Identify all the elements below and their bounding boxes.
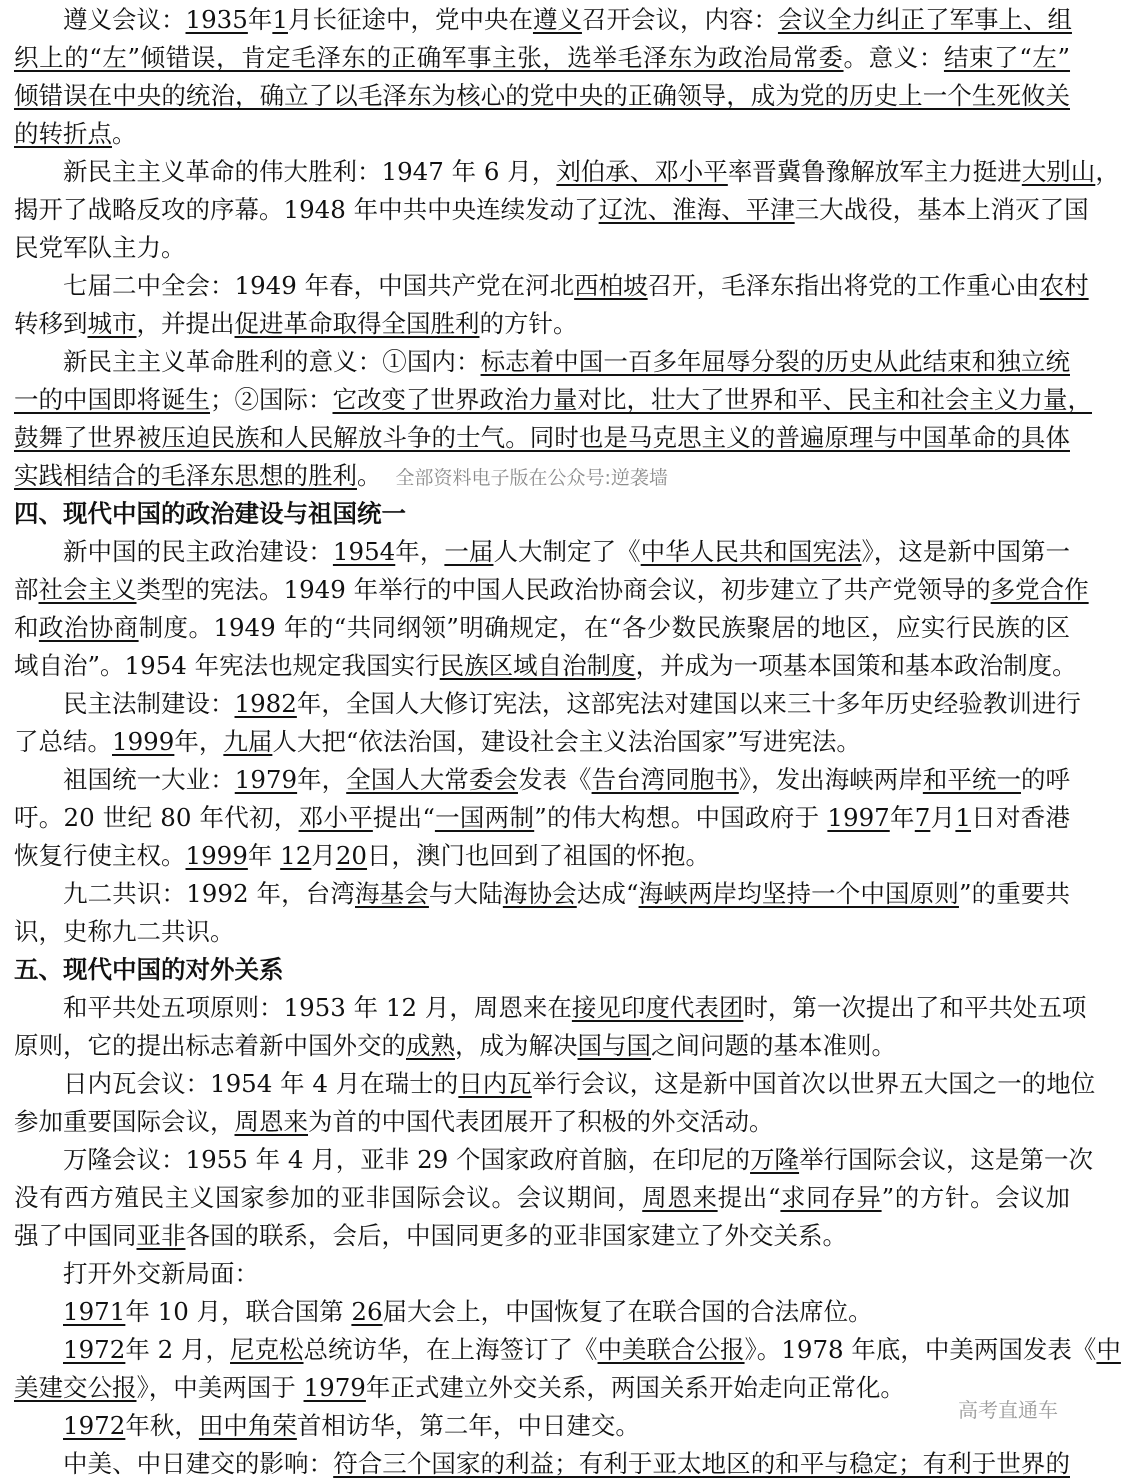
underlined-key-term: 邓小平 bbox=[298, 803, 373, 832]
text-segment: 发表《 bbox=[517, 765, 592, 794]
text-segment: 为首的中国代表团展开了积极的外交活动。 bbox=[308, 1107, 774, 1136]
underlined-key-term: 中美联合公报 bbox=[597, 1335, 745, 1364]
text-segment: 年 2 月， bbox=[125, 1335, 231, 1364]
text-segment: 日内瓦会议：1954 年 4 月在瑞士的 bbox=[63, 1069, 459, 1098]
underlined-key-term: 中华人民共和国宪法 bbox=[640, 537, 862, 566]
underlined-key-term: 和平统一 bbox=[922, 765, 1021, 794]
text-line bbox=[14, 762, 1070, 798]
text-line bbox=[14, 344, 1070, 380]
text-segment: 年， bbox=[395, 537, 445, 566]
text-segment: 年 bbox=[247, 5, 273, 34]
underlined-key-term: 国与国 bbox=[577, 1031, 651, 1060]
underlined-key-term: 周恩来 bbox=[234, 1107, 308, 1136]
underlined-key-term: 符合三个国家的利益；有利于亚太地区的和平与稳定；有利于世界的 bbox=[333, 1449, 1070, 1478]
text-segment: 和平共处五项原则：1953 年 12 月，周恩来在 bbox=[63, 993, 572, 1022]
underlined-key-term: 结束了“左” bbox=[943, 43, 1071, 72]
text-segment: 万隆会议：1955 年 4 月，亚非 29 个国家政府首脑，在印尼的 bbox=[63, 1145, 751, 1174]
text-segment: ”的重要共 bbox=[958, 879, 1071, 908]
underlined-key-term: 大别山 bbox=[1021, 157, 1096, 186]
text-line bbox=[14, 1446, 1070, 1482]
text-segment: 打开外交新局面： bbox=[63, 1259, 259, 1288]
text-segment: 三大战役，基本上消灭了国 bbox=[794, 195, 1089, 224]
text-line bbox=[14, 1066, 1096, 1102]
underlined-key-term: 遵义 bbox=[532, 5, 582, 34]
text-segment: 》，这是新中国第一 bbox=[861, 537, 1071, 566]
text-segment: 域自治”。1954 年宪法也规定我国实行 bbox=[14, 651, 440, 680]
text-segment: ，并提出 bbox=[136, 309, 235, 338]
text-segment: 年 bbox=[247, 841, 281, 870]
text-line bbox=[14, 1142, 1094, 1178]
underlined-key-term: 尼克松 bbox=[230, 1335, 304, 1364]
text-segment: 恢复行使主权。 bbox=[14, 841, 186, 870]
underlined-key-term: 海基会 bbox=[355, 879, 429, 908]
text-segment: 月 bbox=[930, 803, 956, 832]
underlined-key-term: 海协会 bbox=[502, 879, 577, 908]
text-line bbox=[14, 1370, 1070, 1406]
underlined-key-term: 九届 bbox=[223, 727, 273, 756]
text-line bbox=[14, 724, 1070, 760]
text-segment: 召开会议，内容： bbox=[581, 5, 778, 34]
text-segment: ， bbox=[1095, 157, 1120, 186]
text-line bbox=[14, 382, 1092, 418]
underlined-key-term: 1954 bbox=[332, 537, 396, 566]
text-segment: ，并成为一项基本国策和基本政治制度。 bbox=[635, 651, 1077, 680]
text-line bbox=[14, 230, 1070, 266]
text-line bbox=[14, 610, 1070, 646]
underlined-key-term: 刘伯承、邓小平 bbox=[556, 157, 728, 186]
text-segment: 了总结。 bbox=[14, 727, 112, 756]
underlined-key-term: 万隆 bbox=[750, 1145, 800, 1174]
text-line bbox=[14, 876, 1070, 912]
underlined-key-term: 1971 bbox=[63, 1297, 126, 1326]
text-segment: 制度。1949 年的“共同纲领”明确规定，在“各少数民族聚居的地区，应实行民族的区 bbox=[138, 613, 1070, 642]
text-line bbox=[14, 1104, 1070, 1140]
underlined-key-term: 促进革命取得全国胜利 bbox=[234, 309, 480, 338]
text-segment: 日对香港 bbox=[971, 803, 1071, 832]
text-line bbox=[14, 1408, 1070, 1444]
underlined-key-term: 美建交公报 bbox=[14, 1373, 137, 1402]
text-line bbox=[14, 800, 1070, 836]
underlined-key-term: 农村 bbox=[1039, 271, 1089, 300]
text-segment: 强了中国同 bbox=[14, 1221, 137, 1250]
text-segment: 年秋， bbox=[125, 1411, 199, 1440]
underlined-key-term: 1997 bbox=[827, 803, 890, 832]
text-segment: 遵义会议： bbox=[63, 5, 186, 34]
text-segment: 》，中美两国于 bbox=[136, 1373, 304, 1402]
text-line bbox=[14, 458, 1070, 494]
underlined-key-term: 1 bbox=[955, 803, 971, 832]
text-segment: 吁。20 世纪 80 年代初， bbox=[14, 803, 299, 832]
text-line bbox=[14, 306, 1070, 342]
text-segment: 部 bbox=[14, 575, 39, 604]
text-segment: 九二共识：1992 年，台湾 bbox=[63, 879, 355, 908]
text-line bbox=[14, 420, 1070, 456]
text-segment: 人大制定了《 bbox=[493, 537, 641, 566]
underlined-key-term: 1972 bbox=[63, 1335, 126, 1364]
underlined-key-term: 告台湾同胞书 bbox=[591, 765, 739, 794]
underlined-key-term: 接见印度代表团 bbox=[571, 993, 744, 1022]
underlined-key-term: 求同存异 bbox=[780, 1183, 882, 1212]
text-segment: 年，全国人大修订宪法，这部宪法对建国以来三十多年历史经验教训进行 bbox=[296, 689, 1081, 718]
underlined-key-term: 1982 bbox=[234, 689, 297, 718]
underlined-key-term: 1935 bbox=[185, 5, 248, 34]
text-segment: 原则，它的提出标志着新中国外交的 bbox=[14, 1031, 406, 1060]
underlined-key-term: 织上的“左”倾错误，肯定毛泽东的正确军事主张，选举毛泽东为政治局常委 bbox=[14, 43, 844, 72]
text-segment: 新民主主义革命的伟大胜利：1947 年 6 月， bbox=[63, 157, 557, 186]
text-segment: 识，史称九二共识。 bbox=[14, 917, 235, 946]
underlined-key-term: 日内瓦 bbox=[458, 1069, 532, 1098]
text-segment: 》。1978 年底，中美两国发表《 bbox=[744, 1335, 1097, 1364]
underlined-key-term: 倾错误在中央的统治，确立了以毛泽东为核心的党中央的正确领导，成为党的历史上一个生死攸关 bbox=[14, 81, 1070, 110]
text-segment: 民党军队主力。 bbox=[14, 233, 186, 262]
underlined-key-term: 西柏坡 bbox=[574, 271, 648, 300]
text-segment: 率晋冀鲁豫解放军主力挺进 bbox=[727, 157, 1022, 186]
text-line bbox=[14, 838, 1070, 874]
text-line bbox=[14, 1332, 1121, 1368]
text-segment: 七届二中全会：1949 年春，中国共产党在河北 bbox=[63, 271, 575, 300]
text-segment: 之间问题的基本准则。 bbox=[651, 1031, 896, 1060]
text-segment: 年 10 月，联合国第 bbox=[125, 1297, 352, 1326]
underlined-key-term: 社会主义 bbox=[38, 575, 137, 604]
text-segment: 和 bbox=[14, 613, 39, 642]
underlined-key-term: 城市 bbox=[87, 309, 137, 338]
underlined-key-term: 亚非 bbox=[136, 1221, 186, 1250]
underlined-key-term: 田中角荣 bbox=[198, 1411, 297, 1440]
text-segment: 的方针。 bbox=[479, 309, 578, 338]
text-segment: 达成“ bbox=[576, 879, 639, 908]
underlined-key-term: 海峡两岸均坚持一个中国原则 bbox=[638, 879, 959, 908]
section-heading: 五、现代中国的对外关系 bbox=[14, 955, 284, 984]
text-line bbox=[14, 1180, 1070, 1216]
text-segment: 召开，毛泽东指出将党的工作重心由 bbox=[647, 271, 1040, 300]
text-line bbox=[14, 686, 1081, 722]
text-line bbox=[14, 1218, 1070, 1254]
underlined-key-term: 一国两制 bbox=[434, 803, 535, 832]
text-segment: 举行会议，这是新中国首次以世界五大国之一的地位 bbox=[531, 1069, 1096, 1098]
text-segment: 年， bbox=[297, 765, 347, 794]
text-line bbox=[14, 192, 1089, 228]
underlined-key-term: 的转折点 bbox=[14, 119, 112, 148]
underlined-key-term: 26 bbox=[351, 1297, 383, 1326]
underlined-key-term: 民族区域自治制度 bbox=[439, 651, 636, 680]
text-segment: 。 bbox=[112, 119, 137, 148]
text-line bbox=[14, 268, 1089, 304]
text-segment: 年正式建立外交关系，两国关系开始走向正常化。 bbox=[365, 1373, 905, 1402]
text-line bbox=[14, 116, 1070, 152]
underlined-key-term: 一的中国即将诞生 bbox=[14, 385, 210, 414]
text-segment: 民主法制建设： bbox=[63, 689, 235, 718]
text-segment: 转移到 bbox=[14, 309, 88, 338]
underlined-key-term: 20 bbox=[335, 841, 368, 870]
underlined-key-term: 它改变了世界政治力量对比，壮大了世界和平、民主和社会主义力量， bbox=[332, 385, 1092, 414]
underlined-key-term: 1972 bbox=[63, 1411, 126, 1440]
underlined-key-term: 辽沈、淮海、平津 bbox=[598, 195, 795, 224]
section-heading: 四、现代中国的政治建设与祖国统一 bbox=[14, 499, 406, 528]
text-segment: 日，澳门也回到了祖国的怀抱。 bbox=[367, 841, 711, 870]
underlined-key-term: 1979 bbox=[303, 1373, 366, 1402]
text-segment: 年， bbox=[174, 727, 224, 756]
underlined-key-term: 全国人大常委会 bbox=[346, 765, 518, 794]
text-segment: 类型的宪法。1949 年举行的中国人民政治协商会议，初步建立了共产党领导的 bbox=[136, 575, 991, 604]
text-line bbox=[14, 534, 1070, 570]
text-segment: 届大会上，中国恢复了在联合国的合法席位。 bbox=[382, 1297, 873, 1326]
text-segment: 举行国际会议，这是第一次 bbox=[799, 1145, 1094, 1174]
underlined-key-term: 1999 bbox=[185, 841, 248, 870]
underlined-key-term: 成熟 bbox=[406, 1031, 455, 1060]
text-line bbox=[14, 572, 1089, 608]
text-line bbox=[14, 2, 1070, 38]
watermark-text: 全部资料电子版在公众号:逆袭墙 bbox=[395, 467, 668, 489]
text-segment: 祖国统一大业： bbox=[63, 765, 235, 794]
text-line bbox=[14, 154, 1120, 190]
text-segment: 。 bbox=[357, 461, 382, 490]
text-segment: 的呼 bbox=[1021, 765, 1071, 794]
underlined-key-term: 标志着中国一百多年屈辱分裂的历史从此结束和独立统 bbox=[480, 347, 1070, 376]
text-segment: 年 bbox=[889, 803, 915, 832]
text-segment: 提出“ bbox=[372, 803, 435, 832]
text-segment: 月长征途中，党中央在 bbox=[287, 5, 533, 34]
text-line bbox=[14, 648, 1077, 684]
text-segment: ”的伟大构想。中国政府于 bbox=[534, 803, 828, 832]
text-segment: 与大陆 bbox=[428, 879, 503, 908]
text-segment: 新民主主义革命胜利的意义：①国内： bbox=[63, 347, 481, 376]
text-segment: ”的方针。会议加 bbox=[881, 1183, 1071, 1212]
text-segment: ，成为解决 bbox=[455, 1031, 578, 1060]
text-segment: 时，第一次提出了和平共处五项 bbox=[743, 993, 1087, 1022]
line-content bbox=[14, 461, 382, 490]
text-segment: 人大把“依法治国，建设社会主义法治国家”写进宪法。 bbox=[272, 727, 861, 756]
text-segment: 没有西方殖民主义国家参加的亚非国际会议。会议期间， bbox=[14, 1183, 643, 1212]
text-segment: 月 bbox=[311, 841, 336, 870]
text-line bbox=[14, 990, 1087, 1026]
text-segment: 首相访华，第二年，中日建交。 bbox=[296, 1411, 640, 1440]
underlined-key-term: 政治协商 bbox=[38, 613, 139, 642]
text-segment: 参加重要国际会议， bbox=[14, 1107, 235, 1136]
underlined-key-term: 12 bbox=[280, 841, 312, 870]
text-segment: 。意义： bbox=[843, 43, 944, 72]
text-segment: 提出“ bbox=[717, 1183, 781, 1212]
underlined-key-term: 1 bbox=[272, 5, 288, 34]
text-segment: 揭开了战略反攻的序幕。1948 年中共中央连续发动了 bbox=[14, 195, 599, 224]
underlined-key-term: 1999 bbox=[112, 727, 175, 756]
underlined-key-term: 1979 bbox=[234, 765, 298, 794]
text-line bbox=[14, 78, 1070, 114]
underlined-key-term: 中 bbox=[1096, 1335, 1121, 1364]
corner-watermark: 高考直通车 bbox=[958, 1398, 1058, 1422]
text-segment: 总统访华，在上海签订了《 bbox=[303, 1335, 598, 1364]
text-line bbox=[14, 40, 1070, 76]
text-line bbox=[14, 1256, 1070, 1292]
underlined-key-term: 周恩来 bbox=[642, 1183, 718, 1212]
underlined-key-term: 7 bbox=[914, 803, 931, 832]
underlined-key-term: 一届 bbox=[444, 537, 494, 566]
underlined-key-term: 实践相结合的毛泽东思想的胜利 bbox=[14, 461, 357, 490]
underlined-key-term: 会议全力纠正了军事上、组 bbox=[777, 5, 1072, 34]
text-segment: 各国的联系，会后，中国同更多的亚非国家建立了外交关系。 bbox=[185, 1221, 847, 1250]
text-segment: ；②国际： bbox=[210, 385, 333, 414]
text-segment: 》，发出海峡两岸 bbox=[738, 765, 923, 794]
text-segment: 中美、中日建交的影响： bbox=[63, 1449, 334, 1478]
text-line bbox=[14, 914, 1070, 950]
underlined-key-term: 多党合作 bbox=[990, 575, 1089, 604]
text-line bbox=[14, 1028, 1070, 1064]
underlined-key-term: 鼓舞了世界被压迫民族和人民解放斗争的士气。同时也是马克思主义的普遍原理与中国革命的具体 bbox=[14, 423, 1070, 452]
text-line bbox=[14, 1294, 1070, 1330]
text-segment: 新中国的民主政治建设： bbox=[63, 537, 333, 566]
